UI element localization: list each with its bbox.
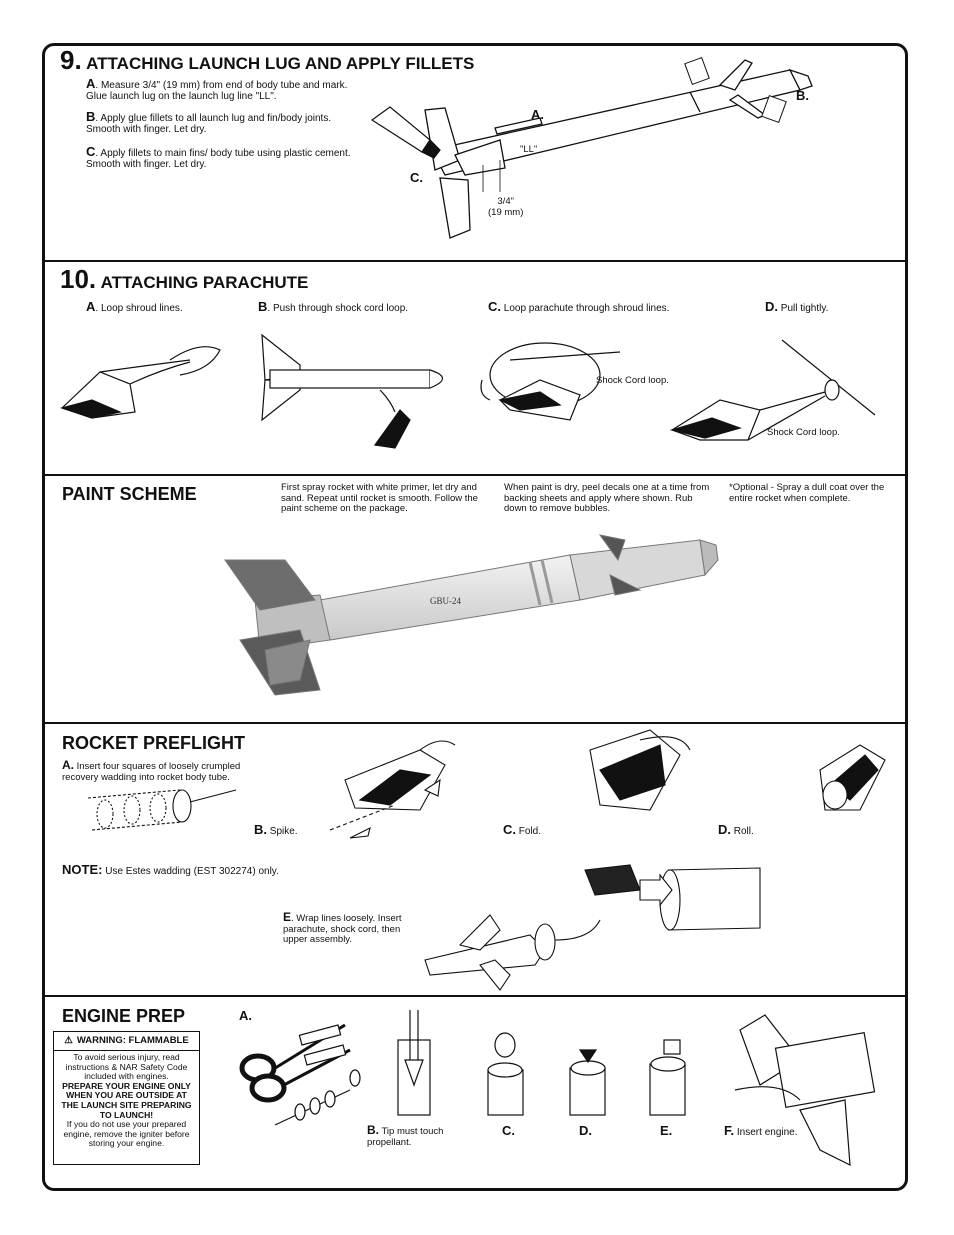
step9-title: ATTACHING LAUNCH LUG AND APPLY FILLETS	[86, 54, 475, 73]
step9-label-c: C.	[410, 170, 423, 185]
engine-a: A.	[239, 1008, 252, 1023]
engine-b: B. Tip must touch propellant.	[367, 1123, 444, 1148]
warning-header: ⚠ WARNING: FLAMMABLE	[54, 1032, 199, 1051]
paint-title: PAINT SCHEME	[62, 484, 197, 504]
paint-text-1: First spray rocket with white primer, let dry and sand. Repeat until rocket is smooth. Follow the paint scheme on the package.	[281, 482, 478, 514]
preflight-note: NOTE: Use Estes wadding (EST 302274) only.	[62, 862, 279, 877]
step10-shock-cord-d: Shock Cord loop.	[767, 427, 840, 438]
engine-title: ENGINE PREP	[62, 1006, 186, 1026]
step9-label-a: A.	[531, 107, 544, 122]
preflight-b: B. Spike.	[254, 822, 298, 837]
engine-e: E.	[660, 1123, 673, 1138]
step9-c: C. Apply fillets to main fins/ body tube using plastic cement. Smooth with finger. Let dry.	[86, 144, 351, 170]
preflight-title: ROCKET PREFLIGHT	[62, 733, 245, 753]
engine-f: F. Insert engine.	[724, 1123, 798, 1138]
warning-body: To avoid serious injury, read instructions & NAR Safety Code included with engines. PREPARE YOUR ENGINE ONLY WHEN YOU ARE OUTSIDE AT THE LAUNCH SITE PREPARING TO LAUNCH! If you do not use your prepared engine, remove the igniter before storing your engine.	[61, 1052, 192, 1149]
paint-text-3: *Optional - Spray a dull coat over the entire rocket when complete.	[729, 482, 885, 504]
preflight-a: A. Insert four squares of loosely crumpled recovery wadding into rocket body tube.	[62, 758, 241, 783]
preflight-e: E. Wrap lines loosely. Insert parachute, shock cord, then upper assembly.	[283, 910, 402, 945]
step9-measure: 3/4" (19 mm)	[488, 196, 524, 218]
step10-d: D. Pull tightly.	[765, 299, 829, 314]
warning-icon: ⚠	[64, 1035, 73, 1047]
step10-shock-cord-c: Shock Cord loop.	[596, 375, 669, 386]
paint-text-2: When paint is dry, peel decals one at a time from backing sheets and apply where shown. Rub down to remove bubbles.	[504, 482, 710, 514]
step9-number: 9.	[60, 45, 82, 75]
step9-a: A. Measure 3/4" (19 mm) from end of body tube and mark. Glue launch lug on the launch lug line "LL".	[86, 76, 348, 102]
step10-b: B. Push through shock cord loop.	[258, 299, 409, 314]
engine-c: C.	[502, 1123, 515, 1138]
step10-title: ATTACHING PARACHUTE	[100, 273, 309, 292]
step9-label-b: B.	[796, 88, 809, 103]
step9-b: B. Apply glue fillets to all launch lug and fin/body joints. Smooth with finger. Let dry.	[86, 109, 332, 135]
preflight-d: D. Roll.	[718, 822, 754, 837]
paint-decal: GBU-24	[430, 596, 461, 606]
step10-c: C. Loop parachute through shroud lines.	[488, 299, 670, 314]
engine-d: D.	[579, 1123, 592, 1138]
step9-label-ll: "LL"	[520, 144, 538, 155]
step10-a: A. Loop shroud lines.	[86, 299, 183, 314]
step10-number: 10.	[60, 264, 97, 294]
preflight-c: C. Fold.	[503, 822, 542, 837]
